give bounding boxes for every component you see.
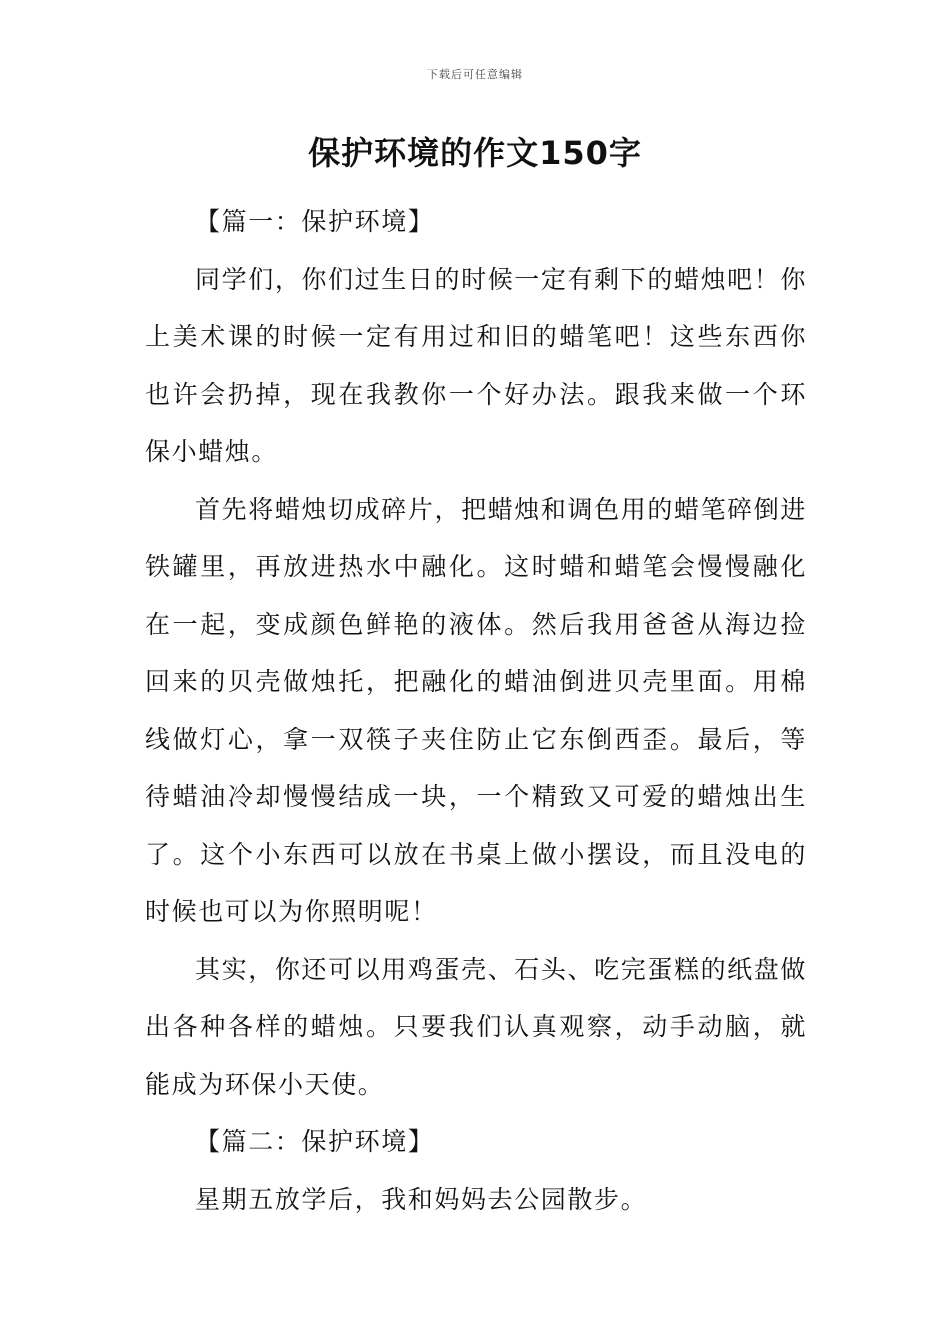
section-heading-1: 【篇一：保护环境】: [195, 207, 435, 236]
paragraph: 星期五放学后，我和妈妈去公园散步。: [195, 1184, 648, 1214]
document-body: [145, 193, 807, 1228]
paragraph: 同学们，你们过生日的时候一定有剩下的蜡烛吧！你上美术课的时候一定有用过和旧的蜡笔吧！这些东西你也许会扔掉，现在我教你一个好办法。跟我来做一个环保小蜡烛。: [145, 264, 807, 466]
section-heading-2: 【篇二：保护环境】: [195, 1127, 435, 1156]
paragraph: 其实，你还可以用鸡蛋壳、石头、吃完蛋糕的纸盘做出各种各样的蜡烛。只要我们认真观察，动手动脑，就能成为环保小天使。: [145, 954, 807, 1099]
document-title: 保护环境的作文150字: [308, 134, 642, 172]
header-note: 下载后可任意编辑: [427, 68, 523, 81]
paragraph: 首先将蜡烛切成碎片，把蜡烛和调色用的蜡笔碎倒进铁罐里，再放进热水中融化。这时蜡和蜡笔会慢慢融化在一起，变成颜色鲜艳的液体。然后我用爸爸从海边捡回来的贝壳做烛托，把融化的蜡油倒进贝壳里面。用棉线做灯心，拿一双筷子夹住防止它东倒西歪。最后，等待蜡油冷却慢慢结成一块，一个精致又可爱的蜡烛出生了。这个小东西可以放在书桌上做小摆设，而且没电的时候也可以为你照明呢！: [145, 494, 807, 926]
